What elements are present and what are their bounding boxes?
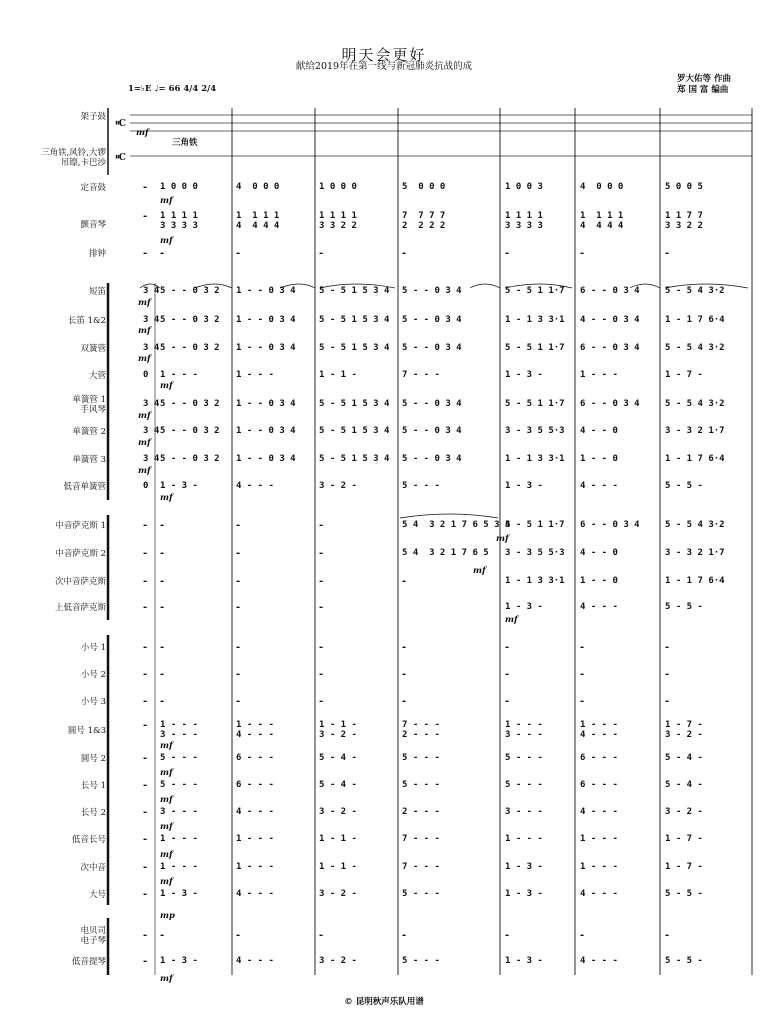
notation-cell: 4 - - 0 (580, 426, 618, 436)
dynamic-mark: mf (138, 411, 151, 421)
notation-cell: - (236, 642, 241, 653)
notation-cell: 4 - - 0 3 4 (580, 315, 640, 325)
notation-cell: 3 3 2 2 (319, 221, 357, 231)
notation-cell: 1 - 7 - (665, 862, 703, 872)
notation-cell: 3 4 (143, 315, 160, 325)
notation-cell: 5 - 5 1 5 3 4 (319, 343, 390, 353)
notation-cell: 6 - - - (236, 780, 274, 790)
notation-cell: - (143, 889, 148, 900)
notation-cell: 5 - - 0 3 4 (402, 426, 462, 436)
notation-cell: 1 - - - (580, 720, 618, 730)
notation-cell: 4 - - - (580, 956, 618, 966)
notation-cell: - (236, 669, 241, 680)
notation-cell: 3 - 3 5 5·3 (505, 426, 565, 436)
notation-cell: 5 - 4 - (665, 780, 703, 790)
notation-cell: 5 - - - (505, 780, 543, 790)
notation-cell: 4 - - - (580, 602, 618, 612)
instrument-label: 单簧管 2 (72, 427, 106, 437)
notation-cell: 1 - 7 - (665, 834, 703, 844)
notation-cell: - (143, 753, 148, 764)
notation-cell: - (143, 182, 148, 193)
notation-cell: 4 - - - (580, 730, 618, 740)
notation-cell: 1 - - - (505, 834, 543, 844)
notation-cell: 5 - - 0 3 4 (402, 399, 462, 409)
notation-cell: - (160, 930, 165, 941)
notation-cell: 4 - - - (236, 807, 274, 817)
notation-cell: 1 1 1 1 (580, 211, 624, 221)
notation-cell: 5 - - 0 3 4 (402, 286, 462, 296)
notation-cell: - (143, 520, 148, 531)
notation-cell: 1 - - - (236, 834, 274, 844)
instrument-label: 三角铁,风铃,大锣 (41, 148, 106, 158)
notation-cell: 4 - - - (580, 481, 618, 491)
notation-cell: 1 - 1 3 3·1 (505, 576, 565, 586)
instrument-label: 中音萨克斯 1 (55, 521, 106, 531)
notation-cell: 1 - - - (236, 370, 274, 380)
notation-cell: - (665, 248, 670, 259)
notation-cell: 3 - - - (160, 730, 198, 740)
notation-cell: 5 - - 0 3 2 (160, 454, 220, 464)
instrument-label: 低音长号 (71, 835, 106, 845)
instrument-label: 小号 2 (80, 670, 106, 680)
notation-cell: 0 (143, 481, 149, 491)
notation-cell: 5 0 0 0 (402, 182, 446, 192)
notation-cell: 0 (143, 370, 149, 380)
dynamic-mark: mf (160, 822, 173, 832)
notation-cell: - (665, 696, 670, 707)
notation-cell: 1 - - - (580, 834, 618, 844)
notation-cell: 3 - 2 - (665, 730, 703, 740)
notation-cell: 5 - - - (402, 753, 440, 763)
notation-cell: 5 - - 0 3 2 (160, 286, 220, 296)
instrument-label: 定音鼓 (80, 183, 106, 193)
notation-cell: 4 - - - (580, 889, 618, 899)
notation-cell: 1 - - 0 3 4 (236, 426, 296, 436)
score-title: 明天会更好 (341, 46, 427, 64)
notation-cell: - (160, 696, 165, 707)
notation-cell: 5 - - 0 3 2 (160, 426, 220, 436)
instrument-label: 低音提琴 (71, 957, 106, 967)
notation-cell: 6 - - 0 3 4 (580, 399, 640, 409)
instrument-label: 圆号 2 (80, 754, 106, 764)
notation-cell: 3 4 (143, 343, 160, 353)
notation-cell: - (160, 548, 165, 559)
notation-cell: - (143, 248, 148, 259)
triangle-label: 三角铁 (172, 138, 198, 148)
notation-cell: 1 - 3 - (505, 889, 543, 899)
notation-cell: - (160, 602, 165, 613)
instrument-label: 手风琴 (80, 405, 106, 415)
notation-cell: 3 - 2 - (665, 807, 703, 817)
notation-cell: 5 - - - (402, 889, 440, 899)
notation-cell: - (319, 930, 324, 941)
notation-cell: - (402, 642, 407, 653)
notation-cell: 2 2 2 2 (402, 221, 446, 231)
notation-cell: 5 - 5 - (665, 889, 703, 899)
notation-cell: - (505, 642, 510, 653)
notation-cell: - (580, 669, 585, 680)
score-subtitle: 献给2019年在第一线与新冠肺炎抗战的成 (295, 61, 473, 72)
notation-cell: 1 - 1 - (319, 370, 357, 380)
notation-cell: 6 - - 0 3 4 (580, 343, 640, 353)
notation-cell: - (319, 669, 324, 680)
notation-cell: 1 - - - (236, 720, 274, 730)
notation-cell: 1 - 1 - (319, 834, 357, 844)
notation-cell: 5 - 5 1 5 3 4 (319, 315, 390, 325)
dynamic-mark: mf (160, 236, 173, 246)
notation-cell: 1 - 1 7 6·4 (665, 576, 725, 586)
notation-cell: 5 - 5 4 3·2 (665, 343, 725, 353)
instrument-label: 排钟 (88, 249, 106, 259)
notation-cell: - (665, 930, 670, 941)
notation-cell: 5 - 5 - (665, 956, 703, 966)
instrument-label: 大号 (88, 890, 106, 900)
notation-cell: - (319, 248, 324, 259)
notation-cell: 1 1 7 7 (665, 211, 703, 221)
notation-cell: 6 - - 0 3 4 (580, 286, 640, 296)
notation-cell: 1 - - - (580, 862, 618, 872)
notation-cell: 1 1 1 1 (236, 211, 280, 221)
notation-cell: 5 - - 0 3 4 (402, 315, 462, 325)
notation-cell: - (143, 602, 148, 613)
notation-cell: 7 - - - (402, 720, 440, 730)
notation-cell: - (143, 720, 148, 731)
notation-cell: 3 3 3 3 (505, 221, 543, 231)
notation-cell: 7 - - - (402, 862, 440, 872)
notation-cell: 5 - - - (505, 753, 543, 763)
dynamic-mark: mf (160, 974, 173, 984)
notation-cell: 4 - - - (236, 730, 274, 740)
notation-cell: 3 3 3 3 (160, 221, 198, 231)
notation-cell: - (160, 248, 165, 259)
notation-cell: 1 - - - (160, 862, 198, 872)
instrument-label: 中音萨克斯 2 (55, 549, 106, 559)
dynamic-mark: mf (473, 566, 486, 576)
notation-cell: 1 - 1 3 3·1 (505, 315, 565, 325)
notation-cell: 1 0 0 3 (505, 182, 543, 192)
notation-cell: - (236, 548, 241, 559)
notation-cell: 5 - 5 4 3·2 (665, 520, 725, 530)
svg-text:𝄥C: 𝄥C (116, 153, 126, 163)
notation-cell: 1 - - 0 3 4 (236, 286, 296, 296)
instrument-label: 电贝司 (80, 926, 106, 936)
instrument-label: 长笛 1&2 (67, 316, 106, 326)
dynamic-mark: mf (160, 877, 173, 887)
notation-cell: 1 - - 0 3 4 (236, 315, 296, 325)
notation-cell: 4 - - - (236, 889, 274, 899)
notation-cell: 1 - 3 - (160, 889, 198, 899)
notation-cell: 5 - - - (160, 780, 198, 790)
notation-cell: - (236, 520, 241, 531)
notation-cell: 1 0 0 0 (160, 182, 198, 192)
notation-cell: 7 - - - (402, 834, 440, 844)
notation-cell: 4 0 0 0 (236, 182, 280, 192)
notation-cell: 3 3 2 2 (665, 221, 703, 231)
notation-cell: 4 - - - (236, 956, 274, 966)
instrument-label: 小号 3 (80, 697, 106, 707)
notation-cell: - (580, 930, 585, 941)
dynamic-mark: mf (138, 466, 151, 476)
notation-cell: 5 0 0 5 (665, 182, 703, 192)
notation-cell: 5 - 5 1 1·7 (505, 343, 565, 353)
dynamic-mark: mf (160, 741, 173, 751)
notation-cell: 5 - 4 - (319, 780, 357, 790)
instrument-label: 上低音萨克斯 (54, 603, 106, 613)
notation-cell: - (319, 696, 324, 707)
notation-cell: 5 - 5 1 5 3 4 (319, 399, 390, 409)
notation-cell: - (580, 248, 585, 259)
notation-cell: 3 - 2 - (319, 956, 357, 966)
instrument-label: 吊镲,卡巴沙 (60, 158, 106, 168)
notation-cell: 3 - 2 - (319, 481, 357, 491)
notation-cell: 7 7 7 7 (402, 211, 446, 221)
notation-cell: 3 - - - (505, 730, 543, 740)
notation-cell: 5 - - 0 3 2 (160, 399, 220, 409)
notation-cell: - (319, 602, 324, 613)
svg-text:𝄥C: 𝄥C (116, 119, 126, 129)
notation-cell: 6 - - - (236, 753, 274, 763)
notation-cell: 5 - 5 1 1·7 (505, 286, 565, 296)
notation-cell: 5 - 5 1 1·7 (505, 520, 565, 530)
notation-cell: 7 - - - (402, 370, 440, 380)
instrument-label: 双簧管 (80, 344, 106, 354)
dynamic-mark: mf (505, 615, 518, 625)
notation-cell: 5 - 5 4 3·2 (665, 286, 725, 296)
notation-cell: - (160, 642, 165, 653)
notation-cell: 3 - 3 2 1·7 (665, 548, 725, 558)
notation-cell: 3 - - - (505, 807, 543, 817)
dynamic-mark: mf (160, 768, 173, 778)
notation-cell: 6 - - - (580, 753, 618, 763)
notation-cell: - (319, 642, 324, 653)
notation-cell: 6 - - 0 3 4 (580, 520, 640, 530)
notation-cell: 3 - 3 5 5·3 (505, 548, 565, 558)
notation-cell: 4 - - - (580, 807, 618, 817)
notation-cell: - (580, 642, 585, 653)
notation-cell: 6 - - - (580, 780, 618, 790)
notation-cell: 5 - - - (160, 753, 198, 763)
notation-cell: 1 - 1 7 6·4 (665, 315, 725, 325)
instrument-label: 颤音琴 (80, 220, 106, 230)
notation-cell: 5 - 4 - (665, 753, 703, 763)
notation-cell: - (505, 930, 510, 941)
notation-cell: 1 - 1 3 3·1 (505, 454, 565, 464)
notation-cell: - (402, 248, 407, 259)
notation-cell: - (143, 669, 148, 680)
notation-cell: - (505, 248, 510, 259)
notation-cell: 1 - 3 - (505, 370, 543, 380)
notation-cell: - (236, 930, 241, 941)
notation-cell: 1 - - 0 (580, 454, 618, 464)
instrument-label: 小号 1 (80, 643, 106, 653)
notation-cell: 1 1 1 1 (160, 211, 198, 221)
notation-cell: 5 - 5 1 5 3 4 (319, 426, 390, 436)
notation-cell: 1 1 1 1 (319, 211, 357, 221)
notation-cell: - (236, 602, 241, 613)
dynamic-mark: mf (138, 326, 151, 336)
notation-cell: 1 - - - (505, 720, 543, 730)
notation-cell: 4 4 4 4 (236, 221, 280, 231)
notation-cell: - (236, 248, 241, 259)
notation-cell: 5 4 3 2 1 7 6 5 (402, 548, 489, 558)
arranger-credit: 郑 国 富 编曲 (677, 85, 729, 95)
notation-cell: 5 - - 0 3 2 (160, 343, 220, 353)
notation-cell: 1 1 1 1 (505, 211, 543, 221)
dynamic-mark: mf (496, 534, 509, 544)
notation-cell: 3 4 (143, 426, 160, 436)
dynamic-mark: mf (160, 850, 173, 860)
instrument-label: 长号 2 (80, 808, 106, 818)
footer-credit: © 昆明秋声乐队用谱 (344, 997, 424, 1007)
notation-cell: 3 4 (143, 454, 160, 464)
instrument-label: 单簧管 3 (72, 455, 106, 465)
notation-cell: 4 - - 0 (580, 548, 618, 558)
notation-cell: 5 - - - (402, 780, 440, 790)
notation-cell: 1 - 3 - (505, 862, 543, 872)
notation-cell: - (319, 576, 324, 587)
dynamic-mark: mf (138, 354, 151, 364)
instrument-label: 大管 (88, 371, 106, 381)
notation-cell: 1 - 3 - (505, 956, 543, 966)
notation-cell: - (143, 780, 148, 791)
notation-cell: 5 - 5 1 5 3 4 (319, 454, 390, 464)
notation-cell: 3 - 3 2 1·7 (665, 426, 725, 436)
instrument-label: 短笛 (88, 287, 106, 297)
dynamic-mark: mf (160, 795, 173, 805)
instrument-label: 电子琴 (80, 936, 106, 946)
notation-cell: 1 - - - (160, 370, 198, 380)
notation-cell: - (402, 696, 407, 707)
notation-cell: - (143, 642, 148, 653)
dynamic-mark: mf (136, 128, 149, 138)
notation-cell: - (143, 807, 148, 818)
notation-cell: - (143, 956, 148, 967)
key-tempo-marking: 1=♭E ♩= 66 4/4 2/4 (128, 84, 217, 94)
notation-cell: - (580, 696, 585, 707)
notation-cell: 5 - - 0 3 4 (402, 454, 462, 464)
notation-cell: 3 4 (143, 399, 160, 409)
dynamic-mark: mf (138, 438, 151, 448)
instrument-label: 次中音 (80, 863, 106, 873)
dynamic-mark: mf (160, 493, 173, 503)
notation-cell: - (160, 576, 165, 587)
notation-cell: 5 - 5 1 5 3 4 (319, 286, 390, 296)
notation-cell: 5 - - - (402, 956, 440, 966)
notation-cell: 1 - 1 - (319, 862, 357, 872)
notation-cell: - (160, 520, 165, 531)
notation-cell: 3 - 2 - (319, 807, 357, 817)
notation-cell: 4 0 0 0 (580, 182, 624, 192)
notation-cell: 4 4 4 4 (580, 221, 624, 231)
notation-cell: 1 - 3 - (505, 602, 543, 612)
notation-cell: - (402, 930, 407, 941)
notation-cell: 1 - 7 - (665, 370, 703, 380)
instrument-label: 次中音萨克斯 (54, 577, 106, 587)
notation-cell: - (143, 862, 148, 873)
notation-cell: - (143, 834, 148, 845)
composer-credit: 罗大佑等 作曲 (677, 74, 731, 84)
notation-cell: - (665, 642, 670, 653)
notation-cell: - (143, 576, 148, 587)
notation-cell: 1 - 1 7 6·4 (665, 454, 725, 464)
notation-cell: - (143, 930, 148, 941)
notation-cell: - (402, 576, 407, 587)
dynamic-mark: mf (160, 196, 173, 206)
notation-cell: - (236, 576, 241, 587)
notation-cell: 1 - 3 - (505, 481, 543, 491)
notation-cell: - (665, 669, 670, 680)
notation-cell: 1 - - - (580, 370, 618, 380)
notation-cell: - (319, 548, 324, 559)
instrument-label: 单簧管 1 (72, 395, 106, 405)
instrument-label: 圆号 1&3 (67, 726, 106, 736)
notation-cell: - (505, 669, 510, 680)
notation-cell: 4 - - - (236, 481, 274, 491)
notation-cell: - (236, 696, 241, 707)
notation-cell: 3 - - - (160, 807, 198, 817)
notation-cell: - (402, 669, 407, 680)
notation-cell: 5 - 5 - (665, 481, 703, 491)
notation-cell: 1 - - 0 3 4 (236, 343, 296, 353)
notation-cell: 5 - 5 - (665, 602, 703, 612)
notation-cell: 2 - - - (402, 807, 440, 817)
notation-cell: 5 4 3 2 1 7 6 5 3 4 (402, 520, 511, 530)
notation-cell: 5 - - 0 3 2 (160, 315, 220, 325)
notation-cell: 3 - 2 - (319, 730, 357, 740)
notation-cell: 1 - - 0 (580, 576, 618, 586)
dynamic-mark: mp (160, 911, 175, 921)
notation-cell: 1 - - 0 3 4 (236, 454, 296, 464)
notation-cell: - (143, 696, 148, 707)
notation-cell: 3 - 2 - (319, 889, 357, 899)
notation-cell: 1 0 0 0 (319, 182, 357, 192)
notation-cell: 5 - - - (402, 481, 440, 491)
notation-cell: 1 - 3 - (160, 956, 198, 966)
dynamic-mark: mf (138, 298, 151, 308)
notation-cell: 1 - 3 - (160, 481, 198, 491)
notation-cell: - (143, 211, 148, 222)
notation-cell: 1 - 1 - (319, 720, 357, 730)
notation-cell: 1 - - 0 3 4 (236, 399, 296, 409)
notation-cell: 5 - 5 1 1·7 (505, 399, 565, 409)
instrument-label: 架子鼓 (80, 112, 106, 122)
instrument-label: 低音单簧管 (63, 482, 106, 492)
notation-cell: 5 - 4 - (319, 753, 357, 763)
notation-cell: - (505, 696, 510, 707)
notation-cell: 1 - - - (160, 720, 198, 730)
notation-cell: 5 - 5 4 3·2 (665, 399, 725, 409)
notation-cell: 3 4 (143, 286, 160, 296)
notation-cell: 5 - - 0 3 4 (402, 343, 462, 353)
dynamic-mark: mf (160, 381, 173, 391)
notation-cell: - (319, 520, 324, 531)
notation-cell: 1 - - - (236, 862, 274, 872)
notation-cell: 1 - - - (160, 834, 198, 844)
notation-cell: - (143, 548, 148, 559)
notation-cell: 1 - 7 - (665, 720, 703, 730)
notation-cell: - (160, 669, 165, 680)
instrument-label: 长号 1 (80, 781, 106, 791)
notation-cell: 2 - - - (402, 730, 440, 740)
